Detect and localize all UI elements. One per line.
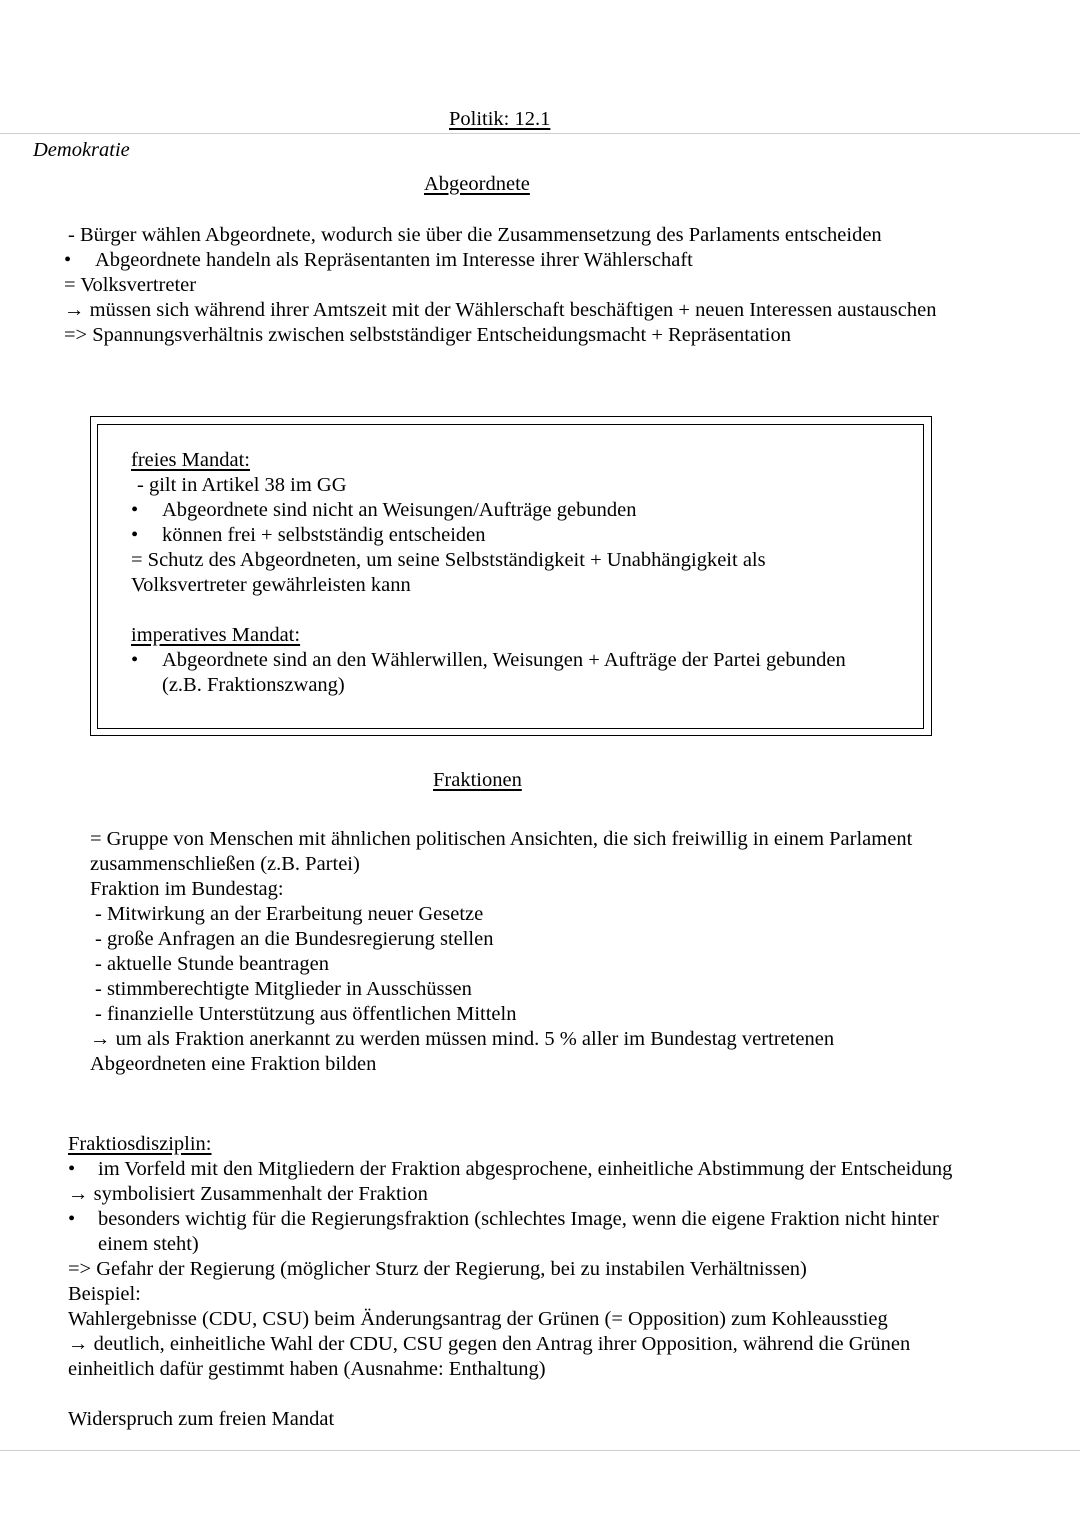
bullet-icon: • bbox=[68, 1208, 76, 1230]
text-line: einheitlich dafür gestimmt haben (Ausnahme: Enthaltung) bbox=[68, 1358, 546, 1380]
text-line: => Gefahr der Regierung (möglicher Sturz der Regierung, bei zu instabilen Verhältnissen) bbox=[68, 1258, 807, 1280]
bullet-icon: • bbox=[64, 249, 72, 271]
section-heading-fraktionen: Fraktionen bbox=[433, 769, 522, 791]
bottom-divider bbox=[0, 1450, 1080, 1451]
bullet-icon: • bbox=[68, 1158, 76, 1180]
text-line: = Schutz des Abgeordneten, um seine Selbstständigkeit + Unabhängigkeit als bbox=[131, 549, 766, 571]
text-line: Abgeordnete sind an den Wählerwillen, Weisungen + Aufträge der Partei gebunden bbox=[162, 649, 846, 671]
text-line: = Volksvertreter bbox=[64, 274, 197, 296]
text-line: Fraktion im Bundestag: bbox=[90, 878, 284, 900]
text-line: einem steht) bbox=[98, 1233, 199, 1255]
text-line: besonders wichtig für die Regierungsfraktion (schlechtes Image, wenn die eigene Fraktion nicht hinter bbox=[98, 1208, 939, 1230]
section-heading-abgeordnete: Abgeordnete bbox=[424, 173, 530, 195]
text-line: können frei + selbstständig entscheiden bbox=[162, 524, 486, 546]
section-heading-disziplin: Fraktiosdisziplin: bbox=[68, 1133, 212, 1155]
text-line: Abgeordnete handeln als Repräsentanten im Interesse ihrer Wählerschaft bbox=[95, 249, 693, 271]
text-line: Beispiel: bbox=[68, 1283, 141, 1305]
text-line: - finanzielle Unterstützung aus öffentlichen Mitteln bbox=[95, 1003, 517, 1025]
topic-label: Demokratie bbox=[33, 139, 130, 161]
free-mandate-heading: freies Mandat: bbox=[131, 449, 250, 471]
text-line: - große Anfragen an die Bundesregierung stellen bbox=[95, 928, 494, 950]
bullet-icon: • bbox=[131, 499, 139, 521]
text-line: Volksvertreter gewährleisten kann bbox=[131, 574, 411, 596]
text-line: im Vorfeld mit den Mitgliedern der Fraktion abgesprochene, einheitliche Abstimmung der Entscheidung bbox=[98, 1158, 953, 1180]
text-line: Wahlergebnisse (CDU, CSU) beim Änderungsantrag der Grünen (= Opposition) zum Kohleausstieg bbox=[68, 1308, 888, 1330]
bullet-icon: • bbox=[131, 649, 139, 671]
top-divider bbox=[0, 133, 1080, 134]
text-line: = Gruppe von Menschen mit ähnlichen politischen Ansichten, die sich freiwillig in einem Parlament bbox=[90, 828, 913, 850]
text-line: => Spannungsverhältnis zwischen selbstständiger Entscheidungsmacht + Repräsentation bbox=[64, 324, 791, 346]
imperative-mandate-heading: imperatives Mandat: bbox=[131, 624, 301, 646]
text-line: → um als Fraktion anerkannt zu werden müssen mind. 5 % aller im Bundestag vertretenen bbox=[90, 1028, 835, 1050]
text-line: Widerspruch zum freien Mandat bbox=[68, 1408, 335, 1430]
text-line: - aktuelle Stunde beantragen bbox=[95, 953, 329, 975]
page-title: Politik: 12.1 bbox=[449, 108, 551, 130]
text-line: → deutlich, einheitliche Wahl der CDU, CSU gegen den Antrag ihrer Opposition, während die Grünen bbox=[68, 1333, 911, 1355]
text-line: Abgeordnete sind nicht an Weisungen/Aufträge gebunden bbox=[162, 499, 637, 521]
text-line: → müssen sich während ihrer Amtszeit mit der Wählerschaft beschäftigen + neuen Interessen austauschen bbox=[64, 299, 937, 321]
text-line: zusammenschließen (z.B. Partei) bbox=[90, 853, 360, 875]
text-line: - Bürger wählen Abgeordnete, wodurch sie über die Zusammensetzung des Parlaments entscheiden bbox=[68, 224, 882, 246]
text-line: Abgeordneten eine Fraktion bilden bbox=[90, 1053, 377, 1075]
text-line: → symbolisiert Zusammenhalt der Fraktion bbox=[68, 1183, 428, 1205]
bullet-icon: • bbox=[131, 524, 139, 546]
text-line: - stimmberechtigte Mitglieder in Ausschüssen bbox=[95, 978, 472, 1000]
text-line: (z.B. Fraktionszwang) bbox=[162, 674, 345, 696]
text-line: - gilt in Artikel 38 im GG bbox=[137, 474, 347, 496]
text-line: - Mitwirkung an der Erarbeitung neuer Gesetze bbox=[95, 903, 484, 925]
